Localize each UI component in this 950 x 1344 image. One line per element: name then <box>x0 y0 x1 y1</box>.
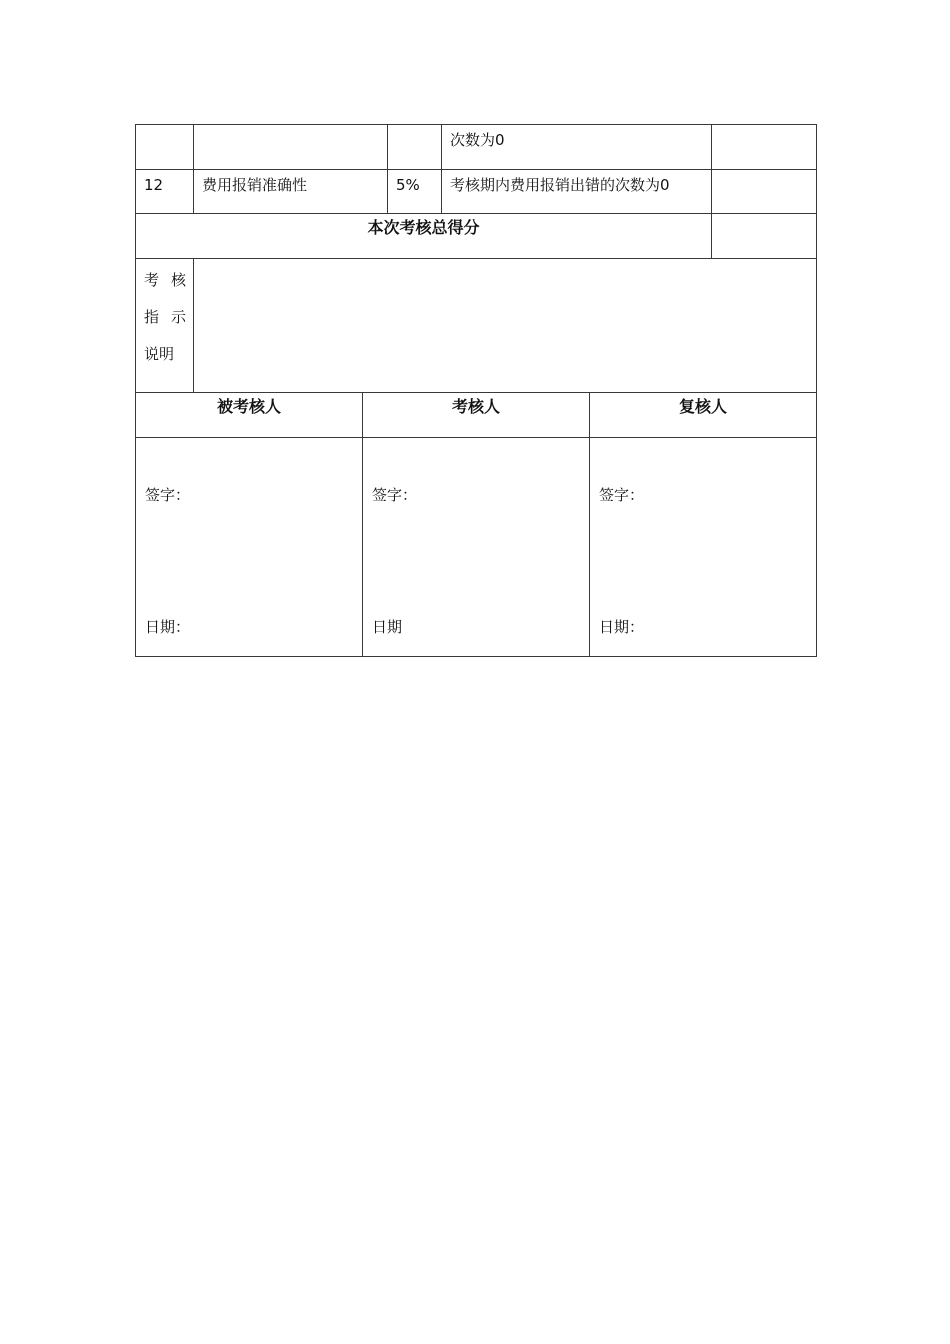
standard-cell: 考核期内费用报销出错的次数为0 <box>442 170 712 214</box>
signature-row <box>136 438 817 657</box>
score-cell <box>712 125 817 170</box>
sign-label: 签字： <box>145 486 191 504</box>
header-assessor: 考核人 <box>363 393 590 438</box>
date-label: 日期： <box>599 618 645 636</box>
date-label: 日期 <box>372 618 403 636</box>
total-score-value <box>712 214 817 259</box>
explanation-label-line: 说明 <box>144 345 175 363</box>
explanation-label-line: 指 示 <box>144 308 186 326</box>
score-cell <box>712 170 817 214</box>
total-score-label: 本次考核总得分 <box>136 214 712 259</box>
total-score-row <box>136 214 817 259</box>
explanation-row <box>136 259 817 393</box>
reviewer-signature-cell <box>590 438 817 657</box>
explanation-content <box>194 259 817 393</box>
explanation-label-line: 考 核 <box>144 271 186 289</box>
date-label: 日期： <box>145 618 191 636</box>
signature-header-row <box>136 393 817 438</box>
table-row <box>136 125 817 170</box>
signature-table <box>135 392 817 657</box>
header-reviewer: 复核人 <box>590 393 817 438</box>
sign-label: 签字： <box>372 486 418 504</box>
assessor-signature-cell <box>363 438 590 657</box>
explanation-label <box>136 259 194 393</box>
assessee-signature-cell <box>136 438 363 657</box>
sign-label: 签字： <box>599 486 645 504</box>
row-number-cell: 12 <box>136 170 194 214</box>
weight-cell: 5% <box>388 170 442 214</box>
assessment-table <box>135 124 817 393</box>
standard-cell: 次数为0 <box>442 125 712 170</box>
table-row <box>136 170 817 214</box>
row-number-cell <box>136 125 194 170</box>
weight-cell <box>388 125 442 170</box>
header-assessee: 被考核人 <box>136 393 363 438</box>
indicator-cell: 费用报销准确性 <box>194 170 388 214</box>
indicator-cell <box>194 125 388 170</box>
